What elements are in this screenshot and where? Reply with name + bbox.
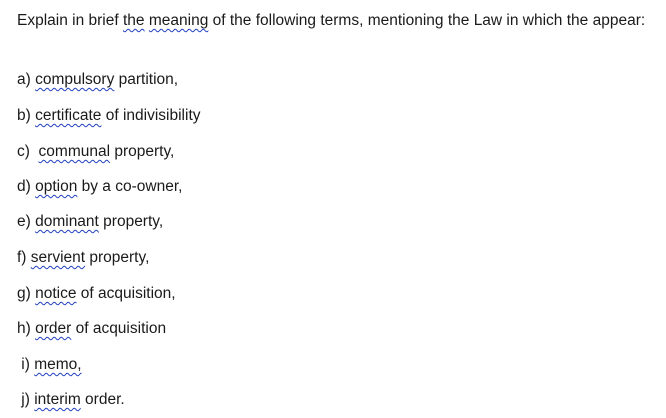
item-term: order	[35, 320, 72, 337]
item-prefix: c)	[17, 143, 39, 160]
item-prefix: d)	[17, 178, 36, 195]
item-term: certificate	[35, 107, 102, 124]
item-term: servient	[30, 249, 86, 266]
list-item-c	[17, 142, 174, 162]
item-suffix: of acquisition	[71, 320, 167, 337]
item-suffix: of indivisibility	[101, 107, 201, 124]
list-item-d	[17, 177, 182, 197]
item-suffix: order.	[80, 391, 125, 408]
item-suffix: property,	[85, 249, 150, 266]
item-suffix: of acquisition,	[76, 285, 176, 302]
item-term: dominant	[35, 213, 99, 230]
list-item-h	[17, 319, 166, 339]
item-term: compulsory	[35, 71, 115, 88]
question-intro	[17, 0, 647, 35]
intro-pre: Explain in brief	[17, 12, 123, 29]
item-suffix: property,	[110, 143, 175, 160]
document-body	[17, 0, 647, 408]
list-item-e	[17, 212, 163, 232]
list-item-a	[17, 70, 178, 90]
item-term: communal	[38, 143, 111, 160]
item-prefix: b)	[17, 107, 36, 124]
item-suffix: partition,	[114, 71, 179, 88]
item-prefix: h)	[17, 320, 36, 337]
item-term: option	[35, 178, 78, 195]
item-prefix: a)	[17, 71, 36, 88]
list-item-b	[17, 106, 201, 126]
intro-post: of the following terms, mentioning the Law in which the appear:	[208, 12, 646, 29]
item-prefix: j)	[17, 391, 35, 408]
list-item-g	[17, 284, 176, 304]
item-prefix: f)	[17, 249, 31, 266]
item-term: interim	[34, 391, 81, 408]
item-term: notice	[35, 285, 77, 302]
list-item-i	[17, 355, 82, 375]
list-item-f	[17, 248, 149, 268]
item-prefix: i)	[17, 356, 35, 373]
item-suffix: property,	[98, 213, 164, 230]
item-prefix: e)	[17, 213, 36, 230]
list-item-j	[17, 390, 125, 410]
intro-word-the: the	[122, 12, 145, 29]
item-suffix: by a co-owner,	[77, 178, 183, 195]
item-prefix: g)	[17, 285, 36, 302]
item-term: memo,	[34, 356, 82, 373]
intro-word-meaning: meaning	[148, 12, 209, 29]
